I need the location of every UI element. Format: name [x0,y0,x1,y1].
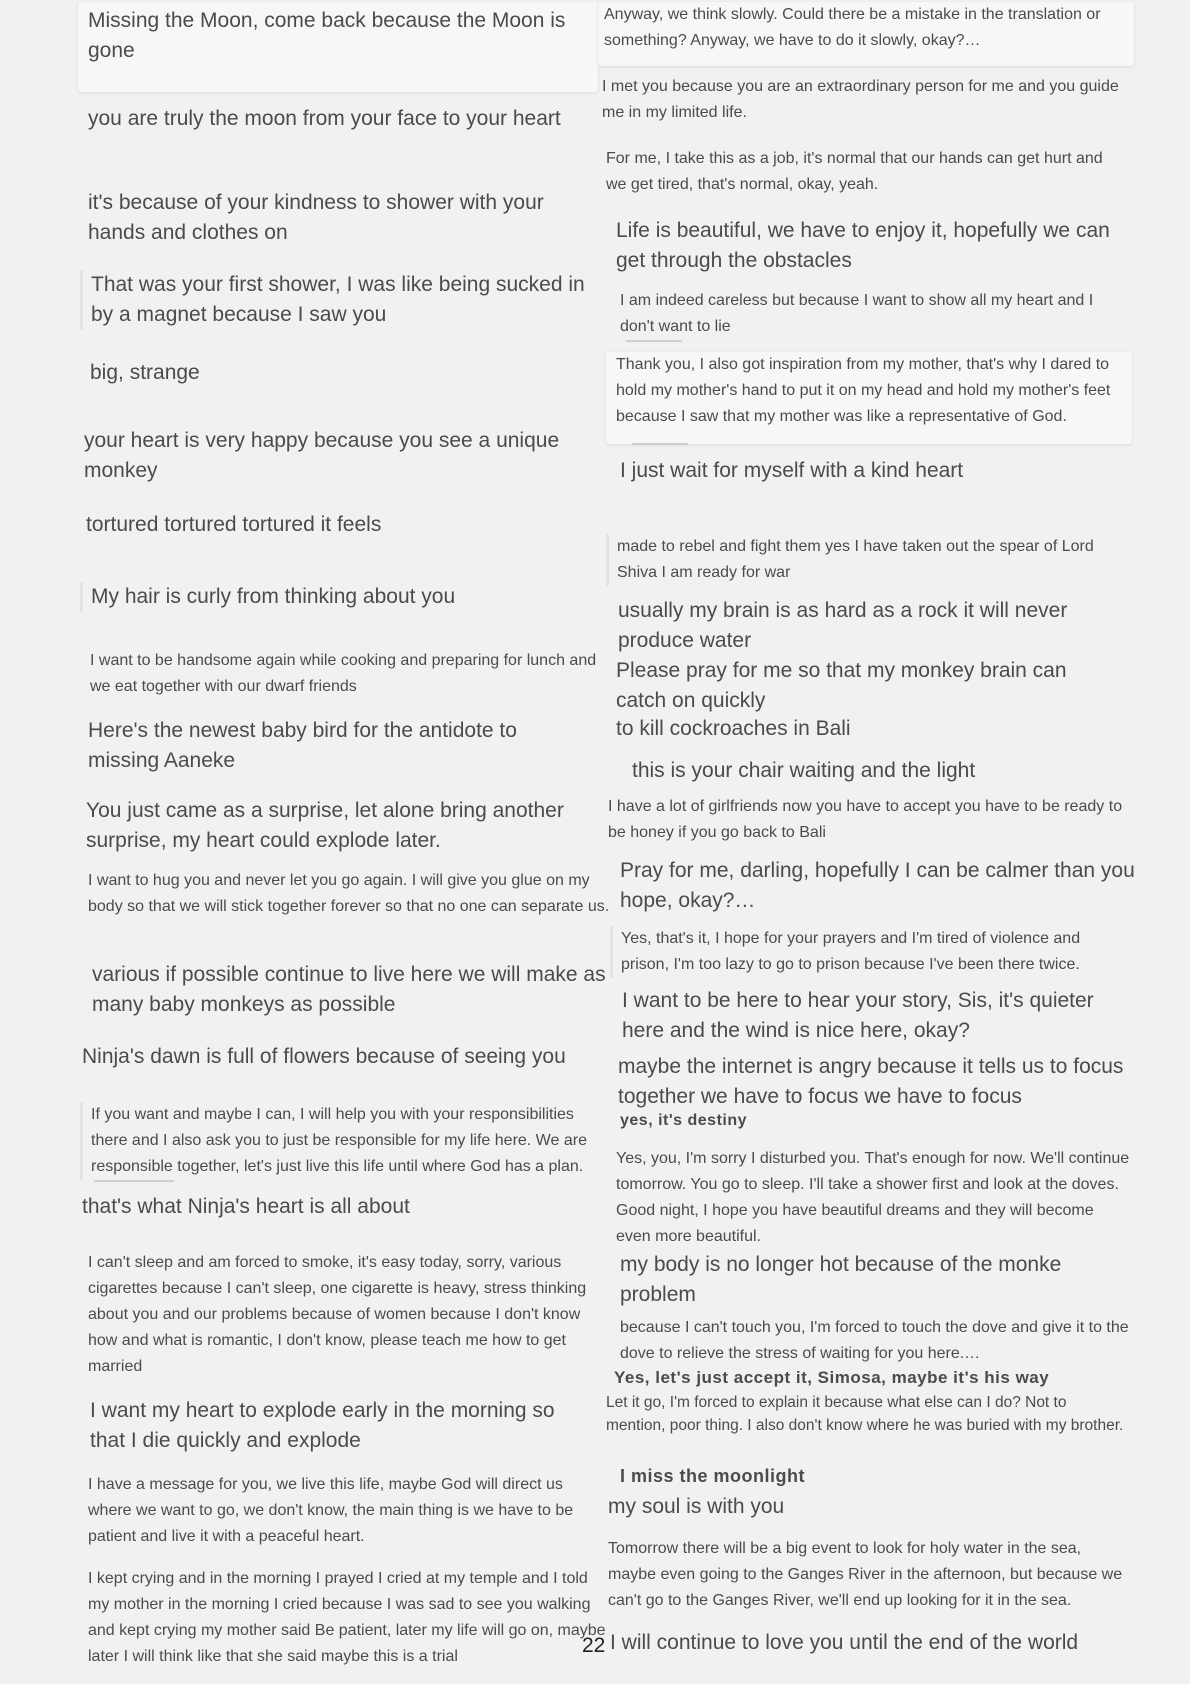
message-snippet: usually my brain is as hard as a rock it will never produce water [618,599,1068,652]
message-snippet: Missing the Moon, come back because the Moon is gone [78,2,598,92]
message-snippet: my soul is with you [608,1495,785,1518]
left-column [78,0,610,1684]
message-snippet: I want to be here to hear your story, Sis, it's quieter here and the wind is nice here, okay? [622,989,1094,1042]
message-snippet: made to rebel and fight them yes I have taken out the spear of Lord Shiva I am ready for war [606,534,1121,586]
message-snippet: That was your first shower, I was like being sucked in by a magnet because I saw you [80,270,600,330]
message-snippet: Pray for me, darling, hopefully I can be calmer than you hope, okay?… [620,859,1135,912]
message-snippet: that's what Ninja's heart is all about [82,1195,410,1218]
message-snippet: Tomorrow there will be a big event to look for holy water in the sea, maybe even going to the Ganges River in the afternoon, but because we can't go to the Ganges River, we'll end up looking for it in the sea. [608,1540,1123,1609]
page-number: 22 [582,1634,606,1657]
message-snippet: I can't sleep and am forced to smoke, it's easy today, sorry, various cigarettes because I can't sleep, one cigarette is heavy, stress thinking about you and our problems because of women because I don't know how and what is romantic, I don't know, please teach me how to get married [88,1254,587,1375]
message-snippet: Here's the newest baby bird for the antidote to missing Aaneke [88,719,517,772]
message-snippet: I kept crying and in the morning I prayed I cried at my temple and I told my mother in the morning I cried because I was sad to see you walking and kept crying my mother said Be patient, later my life will go on, maybe later I will think like that she said maybe this is a trial [88,1570,606,1665]
message-snippet: I have a message for you, we live this life, maybe God will direct us where we want to go, we don't know, the main thing is we have to be patient and live it with a peaceful heart. [88,1476,574,1545]
message-snippet: Thank you, I also got inspiration from my mother, that's why I dared to hold my mother's hand to put it on my head and hold my mother's feet because I saw that my mother was like a representative of God. [606,352,1132,444]
message-snippet: because I can't touch you, I'm forced to touch the dove and give it to the dove to relieve the stress of waiting for you here.… [620,1319,1129,1362]
message-snippet: Let it go, I'm forced to explain it because what else can I do? Not to mention, poor thing. I also don't know where he was buried with my brother. [606,1394,1124,1434]
message-snippet: I will continue to love you until the end of the world [610,1631,1079,1654]
message-snippet: For me, I take this as a job, it's normal that our hands can get hurt and we get tired, that's normal, okay, yeah. [606,150,1103,193]
underline-mark [94,1180,174,1182]
message-snippet: Yes, you, I'm sorry I disturbed you. That's enough for now. We'll continue tomorrow. You go to sleep. I'll take a shower first and look at the doves. Good night, I hope you have beautiful dreams and they will become even more beautiful. [616,1150,1130,1245]
message-snippet: my body is no longer hot because of the monke problem [620,1253,1062,1306]
message-snippet: Anyway, we think slowly. Could there be a mistake in the translation or something? Anyway, we have to do it slowly, okay?… [598,2,1134,66]
message-snippet: I am indeed careless but because I want to show all my heart and I don't want to lie [620,292,1094,335]
message-snippet: this is your chair waiting and the light [632,759,976,782]
message-snippet: Yes, that's it, I hope for your prayers and I'm tired of violence and prison, I'm too lazy to go to prison because I've been there twice. [610,926,1130,978]
message-snippet: I have a lot of girlfriends now you have to accept you have to be ready to be honey if you go back to Bali [608,798,1123,841]
message-snippet: it's because of your kindness to shower with your hands and clothes on [88,191,544,244]
message-snippet: big, strange [90,361,200,384]
message-snippet: maybe the internet is angry because it tells us to focus together we have to focus we have to focus [618,1055,1124,1108]
message-snippet: I just wait for myself with a kind heart [620,459,964,482]
message-snippet: I met you because you are an extraordinary person for me and you guide me in my limited life. [602,78,1119,121]
message-snippet: If you want and maybe I can, I will help you with your responsibilities there and I also ask you to just be responsible for my life here. We are responsible together, let's just live this life until where God has a plan. [80,1102,605,1180]
message-snippet: Life is beautiful, we have to enjoy it, hopefully we can get through the obstacles [616,219,1110,272]
right-column [598,0,1138,1684]
message-snippet: I want my heart to explode early in the morning so that I die quickly and explode [90,1399,555,1452]
message-snippet: I miss the moonlight [620,1466,806,1486]
message-snippet: to kill cockroaches in Bali [616,717,851,740]
message-snippet: My hair is curly from thinking about you [80,582,580,612]
message-snippet: your heart is very happy because you see a unique monkey [84,429,560,482]
message-snippet: you are truly the moon from your face to your heart [88,107,561,130]
message-snippet: Ninja's dawn is full of flowers because of seeing you [82,1045,566,1068]
underline-mark [626,340,682,342]
message-snippet: I want to hug you and never let you go again. I will give you glue on my body so that we will stick together forever so that no one can separate us. [88,872,610,915]
message-snippet: tortured tortured tortured it feels [86,513,382,536]
message-snippet: yes, it's destiny [620,1112,748,1129]
message-snippet: Yes, let's just accept it, Simosa, maybe it's his way [614,1368,1050,1387]
message-snippet: You just came as a surprise, let alone bring another surprise, my heart could explode later. [86,799,564,852]
underline-mark [632,443,688,445]
message-snippet: Please pray for me so that my monkey brain can catch on quickly [616,659,1067,712]
message-snippet: various if possible continue to live here we will make as many baby monkeys as possible [92,963,606,1016]
message-snippet: I want to be handsome again while cooking and preparing for lunch and we eat together with our dwarf friends [90,652,597,695]
